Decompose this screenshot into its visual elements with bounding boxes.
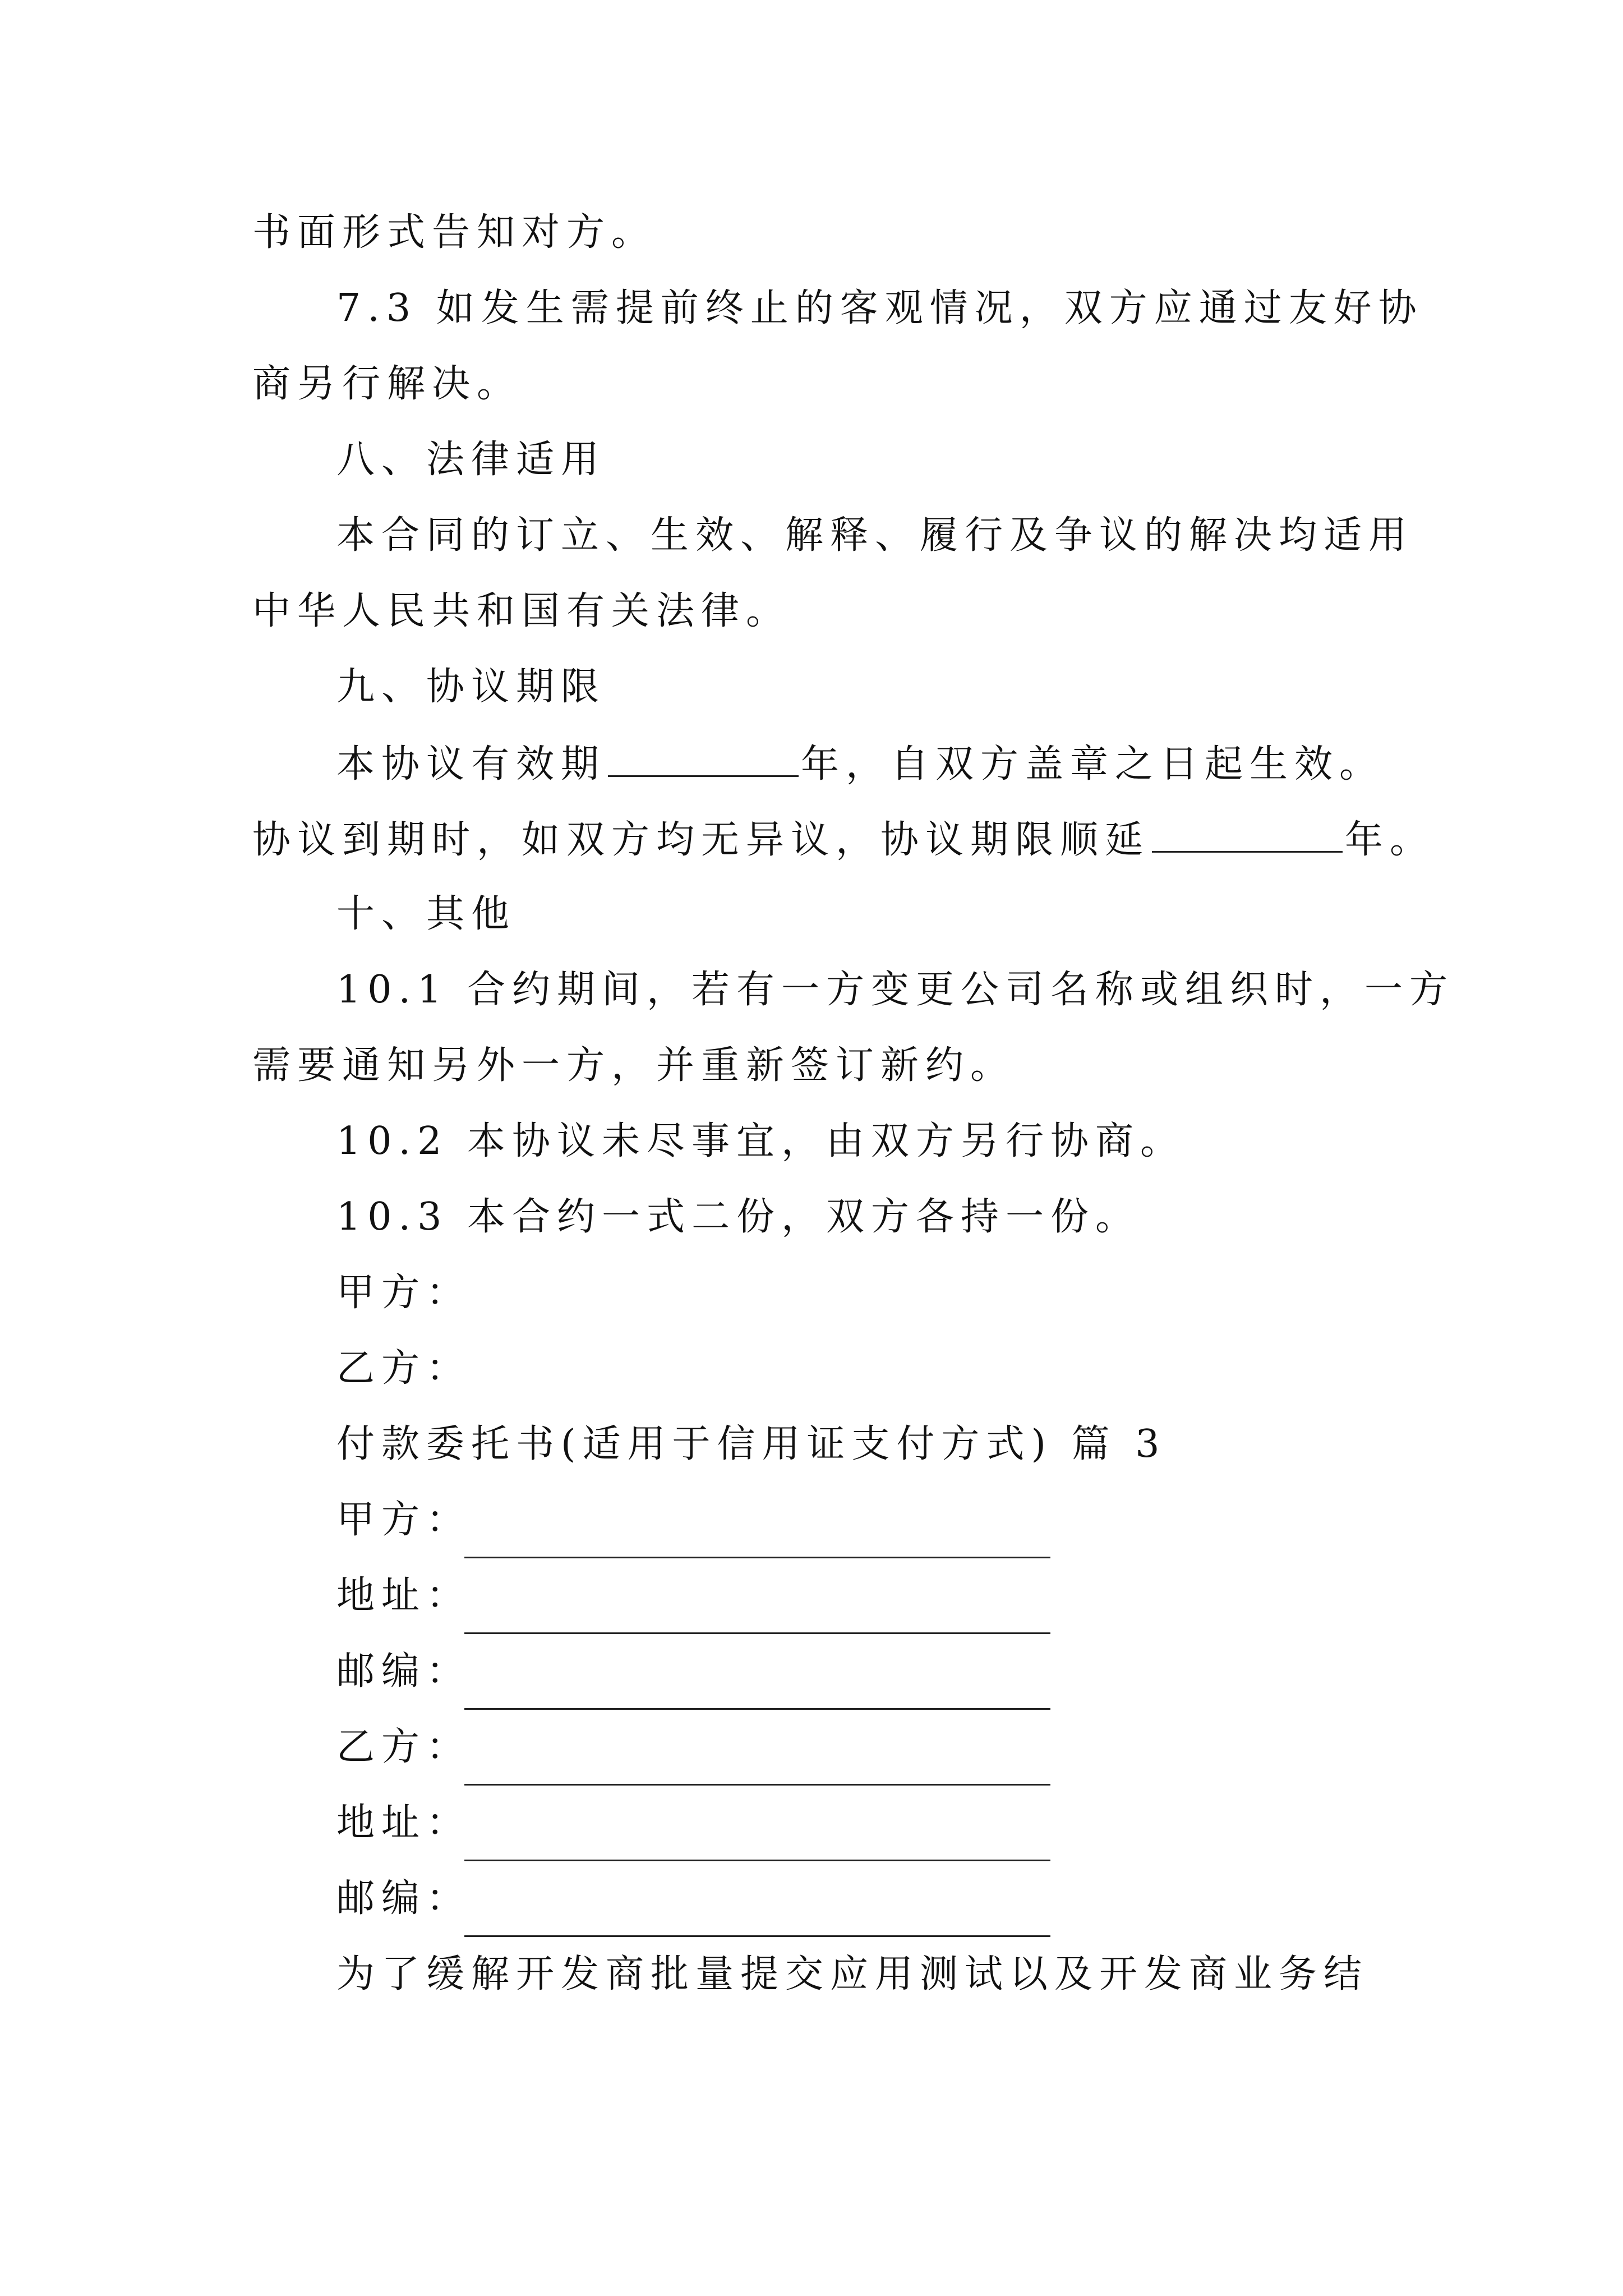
term-line-1-suffix: 年，自双方盖章之日起生效。 bbox=[801, 742, 1385, 786]
party-a-field[interactable] bbox=[464, 1557, 1050, 1558]
closing-paragraph-line: 为了缓解开发商批量提交应用测试以及开发商业务结 bbox=[336, 1952, 1369, 1996]
party-a-label: 甲方： bbox=[336, 1498, 472, 1542]
term-line-2-suffix: 年。 bbox=[1345, 818, 1435, 862]
clause-10-1: 10.1 合约期间，若有一方变更公司名称或组织时，一方 bbox=[336, 968, 1455, 1012]
clause-10-2: 10.2 本协议未尽事宜，由双方另行协商。 bbox=[336, 1119, 1186, 1163]
party-b-field[interactable] bbox=[464, 1784, 1050, 1786]
party-a-signature-label: 甲方： bbox=[336, 1271, 472, 1315]
section-heading-other: 十、其他 bbox=[336, 892, 517, 936]
party-b-postcode-field[interactable] bbox=[464, 1935, 1050, 1937]
party-a-address-label: 地址： bbox=[336, 1573, 472, 1618]
clause-10-3: 10.3 本合约一式二份，双方各持一份。 bbox=[336, 1195, 1141, 1239]
term-line-2 bbox=[252, 816, 1435, 863]
paragraph-line: 需要通知另外一方，并重新签订新约。 bbox=[252, 1043, 1016, 1088]
party-b-address-label: 地址： bbox=[336, 1801, 472, 1845]
document-title: 付款委托书(适用于信用证支付方式) 篇 3 bbox=[336, 1422, 1166, 1466]
extension-years-blank[interactable] bbox=[1152, 816, 1343, 853]
clause-7-3: 7.3 如发生需提前终止的客观情况，双方应通过友好协 bbox=[336, 286, 1423, 330]
paragraph-line: 书面形式告知对方。 bbox=[252, 210, 657, 255]
party-b-label: 乙方： bbox=[336, 1725, 472, 1769]
party-a-postcode-label: 邮编： bbox=[336, 1649, 472, 1694]
validity-years-blank[interactable] bbox=[608, 740, 799, 777]
party-a-address-field[interactable] bbox=[464, 1632, 1050, 1634]
party-b-postcode-label: 邮编： bbox=[336, 1876, 472, 1921]
paragraph-line: 中华人民共和国有关法律。 bbox=[252, 589, 791, 633]
paragraph-line: 商另行解决。 bbox=[252, 362, 522, 406]
term-line-1-prefix: 本协议有效期 bbox=[336, 742, 606, 786]
term-line-1 bbox=[336, 740, 1384, 787]
party-b-address-field[interactable] bbox=[464, 1860, 1050, 1861]
section-heading-law: 八、法律适用 bbox=[336, 438, 606, 482]
party-a-postcode-field[interactable] bbox=[464, 1708, 1050, 1710]
party-b-signature-label: 乙方： bbox=[336, 1346, 472, 1391]
section-heading-term: 九、协议期限 bbox=[336, 665, 606, 709]
paragraph-line: 本合同的订立、生效、解释、履行及争议的解决均适用 bbox=[336, 513, 1414, 558]
term-line-2-prefix: 协议到期时，如双方均无异议，协议期限顺延 bbox=[252, 818, 1150, 862]
